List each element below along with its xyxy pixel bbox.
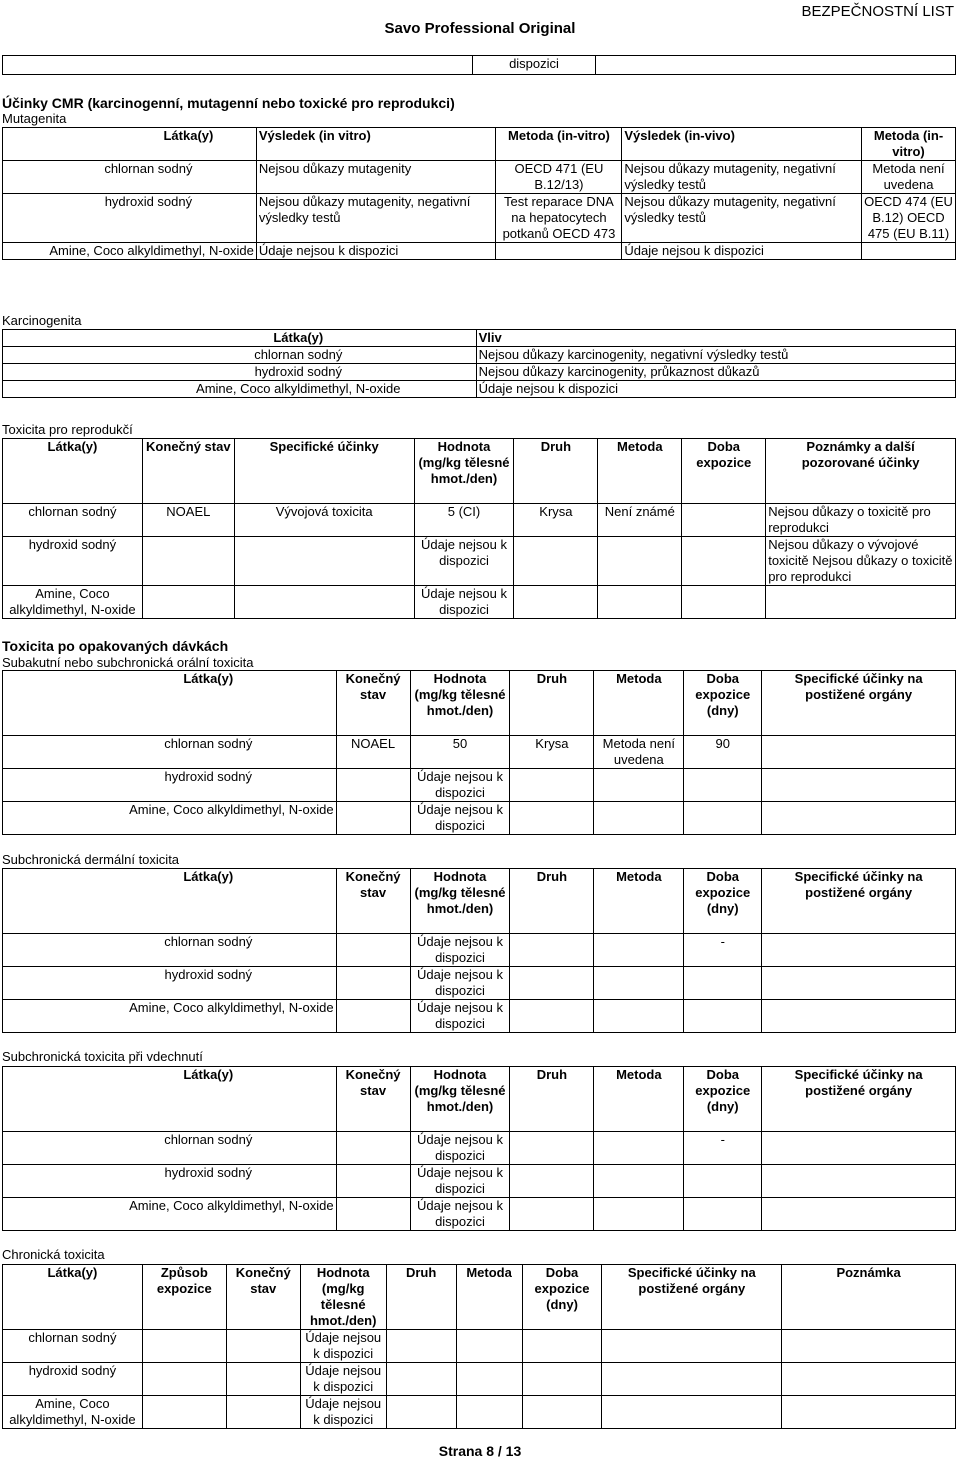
inh-h-hodnota: Hodnota (mg/kg tělesné hmot./den) — [410, 1067, 510, 1132]
derm-r0-stav — [336, 934, 410, 967]
document-type: BEZPEČNOSTNÍ LIST — [801, 3, 954, 20]
derm-r2-metoda — [594, 1000, 684, 1033]
oral-r2-hodnota: Údaje nejsou k dispozici — [410, 802, 510, 835]
karc-r1-latka: hydroxid sodný — [3, 364, 477, 381]
chr-r1-hodnota: Údaje nejsou k dispozici — [300, 1363, 386, 1396]
inh-r2-stav — [336, 1198, 410, 1231]
oral-h-hodnota: Hodnota (mg/kg tělesné hmot./den) — [410, 671, 510, 736]
oralni-label: Subakutní nebo subchronická orální toxicita — [2, 655, 254, 670]
mut-r0-metoda1: OECD 471 (EU B.12/13) — [496, 161, 622, 194]
rep-r1-poznamky: Nejsou důkazy o vývojové toxicitě Nejsou důkazy o toxicitě pro reprodukci — [766, 537, 956, 586]
inh-r0-ucinky — [762, 1132, 956, 1165]
rep-r1-druh — [514, 537, 598, 586]
inh-r1-doba — [684, 1165, 762, 1198]
rep-h-ucinky: Specifické účinky — [234, 439, 414, 504]
mut-r1-vitro: Nejsou důkazy mutagenity, negativní výsledky testů — [256, 194, 496, 243]
oral-r0-hodnota: 50 — [410, 736, 510, 769]
rep-r2-doba — [682, 586, 766, 619]
oral-r1-stav — [336, 769, 410, 802]
oral-r1-metoda — [594, 769, 684, 802]
inh-r2-hodnota: Údaje nejsou k dispozici — [410, 1198, 510, 1231]
mut-r1-metoda1: Test reparace DNA na hepatocytech potkanů OECD 473 — [496, 194, 622, 243]
inh-h-ucinky: Specifické účinky na postižené orgány — [762, 1067, 956, 1132]
rep-h-metoda: Metoda — [598, 439, 682, 504]
rep-r0-druh: Krysa — [514, 504, 598, 537]
mut-r2-vitro: Údaje nejsou k dispozici — [256, 243, 496, 260]
dermalni-table — [2, 868, 956, 1033]
rep-r1-latka: hydroxid sodný — [3, 537, 143, 586]
opakovane-title: Toxicita po opakovaných dávkách — [2, 638, 229, 654]
mut-h-vivo: Výsledek (in-vivo) — [622, 128, 862, 161]
derm-h-stav: Konečný stav — [336, 869, 410, 934]
rep-h-druh: Druh — [514, 439, 598, 504]
inh-r0-druh — [510, 1132, 594, 1165]
top-table — [2, 55, 956, 75]
cmr-title: Účinky CMR (karcinogenní, mutagenní nebo toxické pro reprodukci) — [2, 95, 455, 111]
mut-h-vitro: Výsledek (in vitro) — [256, 128, 496, 161]
derm-r1-ucinky — [762, 967, 956, 1000]
inh-r2-druh — [510, 1198, 594, 1231]
derm-r0-druh — [510, 934, 594, 967]
inh-r0-hodnota: Údaje nejsou k dispozici — [410, 1132, 510, 1165]
rep-h-poznamky: Poznámky a další pozorované účinky — [766, 439, 956, 504]
derm-r1-metoda — [594, 967, 684, 1000]
chronicka-label: Chronická toxicita — [2, 1247, 105, 1262]
derm-r1-hodnota: Údaje nejsou k dispozici — [410, 967, 510, 1000]
vdechnuti-label: Subchronická toxicita při vdechnutí — [2, 1049, 203, 1064]
oralni-table — [2, 670, 956, 835]
inh-r1-hodnota: Údaje nejsou k dispozici — [410, 1165, 510, 1198]
derm-h-metoda: Metoda — [594, 869, 684, 934]
rep-r1-doba — [682, 537, 766, 586]
inh-r1-stav — [336, 1165, 410, 1198]
mut-r0-metoda2: Metoda není uvedena — [862, 161, 956, 194]
oral-h-stav: Konečný stav — [336, 671, 410, 736]
top-cell: dispozici — [472, 56, 596, 74]
rep-r2-poznamky — [766, 586, 956, 619]
mut-r1-latka: hydroxid sodný — [3, 194, 257, 243]
reprodukce-table — [2, 438, 956, 619]
inh-r0-metoda — [594, 1132, 684, 1165]
oral-r0-druh: Krysa — [510, 736, 594, 769]
oral-h-metoda: Metoda — [594, 671, 684, 736]
inh-h-metoda: Metoda — [594, 1067, 684, 1132]
derm-h-hodnota: Hodnota (mg/kg tělesné hmot./den) — [410, 869, 510, 934]
derm-r1-stav — [336, 967, 410, 1000]
inh-r0-latka: chlornan sodný — [3, 1132, 337, 1165]
oral-r2-stav — [336, 802, 410, 835]
inh-r2-doba — [684, 1198, 762, 1231]
karc-r2-vliv: Údaje nejsou k dispozici — [476, 381, 955, 398]
chr-h-zpusob: Způsob expozice — [142, 1265, 226, 1330]
karc-r2-latka: Amine, Coco alkyldimethyl, N-oxide — [3, 381, 477, 398]
chr-r1-latka: hydroxid sodný — [3, 1363, 143, 1396]
inh-r1-latka: hydroxid sodný — [3, 1165, 337, 1198]
chr-r0-latka: chlornan sodný — [3, 1330, 143, 1363]
derm-h-doba: Doba expozice (dny) — [684, 869, 762, 934]
inh-r1-metoda — [594, 1165, 684, 1198]
chr-r2-latka: Amine, Coco alkyldimethyl, N-oxide — [3, 1396, 143, 1429]
mut-r0-latka: chlornan sodný — [3, 161, 257, 194]
derm-r0-metoda — [594, 934, 684, 967]
derm-r0-doba: - — [684, 934, 762, 967]
karc-r0-latka: chlornan sodný — [3, 347, 477, 364]
rep-r2-metoda — [598, 586, 682, 619]
oral-r2-latka: Amine, Coco alkyldimethyl, N-oxide — [3, 802, 337, 835]
inh-r2-ucinky — [762, 1198, 956, 1231]
chr-h-poznamka: Poznámka — [782, 1265, 956, 1330]
rep-r0-latka: chlornan sodný — [3, 504, 143, 537]
karcinogenita-label: Karcinogenita — [2, 313, 82, 328]
inh-h-stav: Konečný stav — [336, 1067, 410, 1132]
oral-r2-doba — [684, 802, 762, 835]
derm-r2-latka: Amine, Coco alkyldimethyl, N-oxide — [3, 1000, 337, 1033]
oral-r2-metoda — [594, 802, 684, 835]
rep-h-hodnota: Hodnota (mg/kg tělesné hmot./den) — [414, 439, 514, 504]
rep-r2-latka: Amine, Coco alkyldimethyl, N-oxide — [3, 586, 143, 619]
chr-h-doba: Doba expozice (dny) — [522, 1265, 602, 1330]
mut-r2-metoda1 — [496, 243, 622, 260]
rep-r2-stav — [142, 586, 234, 619]
derm-r0-latka: chlornan sodný — [3, 934, 337, 967]
oral-r0-doba: 90 — [684, 736, 762, 769]
derm-r1-doba — [684, 967, 762, 1000]
karc-h-latka: Látka(y) — [3, 330, 477, 347]
mut-r2-metoda2 — [862, 243, 956, 260]
rep-h-latka: Látka(y) — [3, 439, 143, 504]
oral-r1-hodnota: Údaje nejsou k dispozici — [410, 769, 510, 802]
rep-r1-ucinky — [234, 537, 414, 586]
chr-h-ucinky: Specifické účinky na postižené orgány — [602, 1265, 782, 1330]
karc-r1-vliv: Nejsou důkazy karcinogenity, průkaznost důkazů — [476, 364, 955, 381]
derm-r0-ucinky — [762, 934, 956, 967]
top-right-border — [955, 56, 956, 74]
inh-r0-doba: - — [684, 1132, 762, 1165]
oral-r1-doba — [684, 769, 762, 802]
inh-r0-stav — [336, 1132, 410, 1165]
oral-r1-latka: hydroxid sodný — [3, 769, 337, 802]
rep-r1-metoda — [598, 537, 682, 586]
oral-h-ucinky: Specifické účinky na postižené orgány — [762, 671, 956, 736]
inh-r2-latka: Amine, Coco alkyldimethyl, N-oxide — [3, 1198, 337, 1231]
chr-h-hodnota: Hodnota (mg/kg tělesné hmot./den) — [300, 1265, 386, 1330]
inh-h-druh: Druh — [510, 1067, 594, 1132]
oral-r1-druh — [510, 769, 594, 802]
oral-r2-ucinky — [762, 802, 956, 835]
rep-r0-ucinky: Vývojová toxicita — [234, 504, 414, 537]
derm-r2-doba — [684, 1000, 762, 1033]
oral-r1-ucinky — [762, 769, 956, 802]
oral-r0-metoda: Metoda není uvedena — [594, 736, 684, 769]
derm-h-latka: Látka(y) — [3, 869, 337, 934]
vdechnuti-table — [2, 1066, 956, 1231]
mut-r1-vivo: Nejsou důkazy mutagenity, negativní výsledky testů — [622, 194, 862, 243]
karc-r0-vliv: Nejsou důkazy karcinogenity, negativní výsledky testů — [476, 347, 955, 364]
rep-r0-poznamky: Nejsou důkazy o toxicitě pro reprodukci — [766, 504, 956, 537]
derm-h-ucinky: Specifické účinky na postižené orgány — [762, 869, 956, 934]
oral-r0-stav: NOAEL — [336, 736, 410, 769]
dermalni-label: Subchronická dermální toxicita — [2, 852, 180, 867]
derm-h-druh: Druh — [510, 869, 594, 934]
oral-h-doba: Doba expozice (dny) — [684, 671, 762, 736]
derm-r0-hodnota: Údaje nejsou k dispozici — [410, 934, 510, 967]
chr-r2-hodnota: Údaje nejsou k dispozici — [300, 1396, 386, 1429]
rep-r2-ucinky — [234, 586, 414, 619]
mut-r2-latka: Amine, Coco alkyldimethyl, N-oxide — [3, 243, 257, 260]
derm-r2-hodnota: Údaje nejsou k dispozici — [410, 1000, 510, 1033]
inh-h-doba: Doba expozice (dny) — [684, 1067, 762, 1132]
chr-h-latka: Látka(y) — [3, 1265, 143, 1330]
karc-h-vliv: Vliv — [476, 330, 955, 347]
derm-r1-druh — [510, 967, 594, 1000]
mutagenita-table — [2, 127, 956, 260]
inh-r2-metoda — [594, 1198, 684, 1231]
brand-title: Savo Professional Original — [384, 20, 576, 37]
rep-r1-hodnota: Údaje nejsou k dispozici — [414, 537, 514, 586]
mut-r2-vivo: Údaje nejsou k dispozici — [622, 243, 862, 260]
chr-h-metoda: Metoda — [456, 1265, 522, 1330]
rep-h-doba: Doba expozice — [682, 439, 766, 504]
chr-r0-hodnota: Údaje nejsou k dispozici — [300, 1330, 386, 1363]
mutagenita-label: Mutagenita — [2, 111, 67, 126]
chr-h-druh: Druh — [386, 1265, 456, 1330]
rep-r0-stav: NOAEL — [142, 504, 234, 537]
mut-h-latka: Látka(y) — [3, 128, 257, 161]
rep-r0-doba — [682, 504, 766, 537]
mut-r1-metoda2: OECD 474 (EU B.12) OECD 475 (EU B.11) — [862, 194, 956, 243]
chronicka-table — [2, 1264, 956, 1429]
rep-r2-hodnota: Údaje nejsou k dispozici — [414, 586, 514, 619]
rep-r0-metoda: Není známé — [598, 504, 682, 537]
derm-r2-druh — [510, 1000, 594, 1033]
derm-r2-ucinky — [762, 1000, 956, 1033]
mut-r0-vitro: Nejsou důkazy mutagenity — [256, 161, 496, 194]
rep-r0-hodnota: 5 (CI) — [414, 504, 514, 537]
oral-h-latka: Látka(y) — [3, 671, 337, 736]
mut-h-metoda2: Metoda (in-vitro) — [862, 128, 956, 161]
page-number: Strana 8 / 13 — [438, 1443, 522, 1459]
inh-h-latka: Látka(y) — [3, 1067, 337, 1132]
rep-h-stav: Konečný stav — [142, 439, 234, 504]
derm-r1-latka: hydroxid sodný — [3, 967, 337, 1000]
rep-r2-druh — [514, 586, 598, 619]
oral-r0-latka: chlornan sodný — [3, 736, 337, 769]
top-left-border — [2, 56, 3, 74]
rep-r1-stav — [142, 537, 234, 586]
karcinogenita-table — [2, 329, 956, 398]
oral-r0-ucinky — [762, 736, 956, 769]
chr-h-stav: Konečný stav — [226, 1265, 300, 1330]
oral-r2-druh — [510, 802, 594, 835]
derm-r2-stav — [336, 1000, 410, 1033]
inh-r1-druh — [510, 1165, 594, 1198]
inh-r1-ucinky — [762, 1165, 956, 1198]
reprodukce-label: Toxicita pro reprodukčí — [2, 422, 133, 437]
mut-h-metoda1: Metoda (in-vitro) — [496, 128, 622, 161]
oral-h-druh: Druh — [510, 671, 594, 736]
mut-r0-vivo: Nejsou důkazy mutagenity, negativní výsledky testů — [622, 161, 862, 194]
